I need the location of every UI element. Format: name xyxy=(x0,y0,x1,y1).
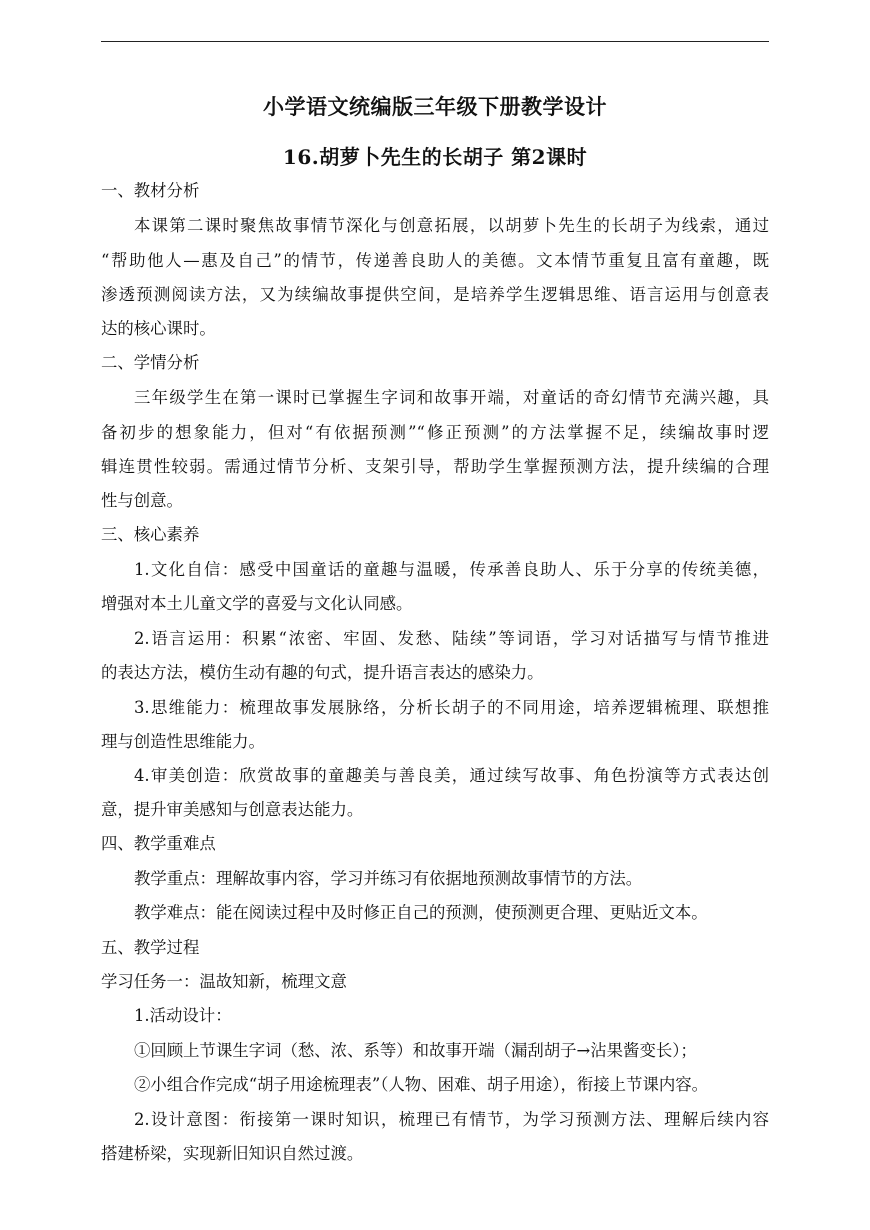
section-heading: 二、学情分析 xyxy=(101,353,200,372)
section-heading: 一、教材分析 xyxy=(101,181,200,200)
document-title: 小学语文统编版三年级下册教学设计 xyxy=(263,94,607,119)
section-heading: 四、教学重难点 xyxy=(101,834,216,853)
paragraph-line: 4.审美创造：欣赏故事的童趣美与善良美，通过续写故事、角色扮演等方式表达创 xyxy=(134,766,769,785)
paragraph-line: 意，提升审美感知与创意表达能力。 xyxy=(101,800,364,819)
paragraph-line: 辑连贯性较弱。需通过情节分析、支架引导，帮助学生掌握预测方法，提升续编的合理 xyxy=(101,457,769,476)
paragraph-line: 1.活动设计： xyxy=(134,1006,232,1025)
paragraph-line: 的表达方法，模仿生动有趣的句式，提升语言表达的感染力。 xyxy=(101,663,544,682)
section-heading: 五、教学过程 xyxy=(101,938,200,957)
paragraph-line: 2.语言运用：积累“浓密、牢固、发愁、陆续”等词语，学习对话描写与情节推进 xyxy=(134,629,769,648)
paragraph-line: 理与创造性思维能力。 xyxy=(101,732,265,751)
paragraph-line: 1.文化自信：感受中国童话的童趣与温暖，传承善良助人、乐于分享的传统美德， xyxy=(134,560,769,579)
paragraph-line: ②小组合作完成“胡子用途梳理表”（人物、困难、胡子用途），衔接上节课内容。 xyxy=(134,1075,709,1094)
paragraph-line: ①回顾上节课生字词（愁、浓、系等）和故事开端（漏刮胡子→沾果酱变长）； xyxy=(134,1041,697,1060)
paragraph-line: 教学重点：理解故事内容，学习并练习有依据地预测故事情节的方法。 xyxy=(134,869,643,888)
paragraph-line: 2.设计意图：衔接第一课时知识，梳理已有情节，为学习预测方法、理解后续内容 xyxy=(134,1110,769,1129)
paragraph-line: 教学难点：能在阅读过程中及时修正自己的预测，使预测更合理、更贴近文本。 xyxy=(134,903,708,922)
document-subtitle: 16.胡萝卜先生的长胡子 第2课时 xyxy=(282,145,588,169)
task-heading: 学习任务一：温故知新，梳理文意 xyxy=(101,972,347,991)
paragraph-line: 性与创意。 xyxy=(101,491,183,510)
paragraph-line: 备初步的想象能力，但对“有依据预测”“修正预测”的方法掌握不足，续编故事时逻 xyxy=(101,423,769,442)
paragraph-line: 渗透预测阅读方法，又为续编故事提供空间，是培养学生逻辑思维、语言运用与创意表 xyxy=(101,285,769,304)
paragraph-line: 三年级学生在第一课时已掌握生字词和故事开端，对童话的奇幻情节充满兴趣，具 xyxy=(134,388,769,407)
header-rule xyxy=(101,41,769,42)
paragraph-line: 达的核心课时。 xyxy=(101,319,216,338)
paragraph-line: 增强对本土儿童文学的喜爱与文化认同感。 xyxy=(101,594,413,613)
paragraph-line: 搭建桥梁，实现新旧知识自然过渡。 xyxy=(101,1144,364,1163)
section-heading: 三、核心素养 xyxy=(101,525,200,544)
paragraph-line: 本课第二课时聚焦故事情节深化与创意拓展，以胡萝卜先生的长胡子为线索，通过 xyxy=(134,216,769,235)
paragraph-line: “帮助他人—惠及自己”的情节，传递善良助人的美德。文本情节重复且富有童趣，既 xyxy=(101,251,769,270)
paragraph-line: 3.思维能力：梳理故事发展脉络，分析长胡子的不同用途，培养逻辑梳理、联想推 xyxy=(134,698,769,717)
